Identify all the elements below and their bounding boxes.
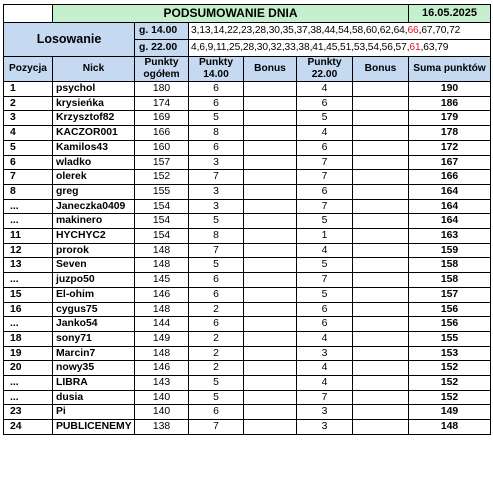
header-suma: Suma punktów	[409, 57, 491, 82]
row-bonus-2	[353, 361, 409, 376]
row-points-14: 3	[189, 199, 244, 214]
row-points-14: 2	[189, 302, 244, 317]
row-nick: sony71	[53, 331, 135, 346]
row-position: ...	[4, 199, 53, 214]
header-nick: Nick	[53, 57, 135, 82]
row-bonus-1	[244, 420, 297, 435]
draw-number: 35	[282, 25, 294, 37]
row-total-points: 145	[135, 273, 189, 288]
row-nick: wladko	[53, 155, 135, 170]
table-row	[4, 199, 491, 214]
row-position: 24	[4, 420, 53, 435]
row-bonus-2	[353, 140, 409, 155]
row-bonus-1	[244, 170, 297, 185]
summary-date: 16.05.2025	[409, 5, 491, 23]
row-position: ...	[4, 214, 53, 229]
row-points-14: 6	[189, 317, 244, 332]
row-position: 1	[4, 82, 53, 97]
row-points-14: 7	[189, 243, 244, 258]
row-bonus-2	[353, 96, 409, 111]
row-nick: cygus75	[53, 302, 135, 317]
draw-number: 9	[207, 42, 214, 54]
row-bonus-2	[353, 258, 409, 273]
row-position: 6	[4, 155, 53, 170]
draw-number: 11	[215, 42, 227, 54]
row-points-22: 6	[297, 96, 353, 111]
draw-number: 51	[340, 42, 352, 54]
row-sum: 156	[409, 317, 491, 332]
row-points-22: 3	[297, 420, 353, 435]
row-sum: 149	[409, 405, 491, 420]
row-sum: 152	[409, 361, 491, 376]
row-sum: 163	[409, 229, 491, 244]
row-bonus-1	[244, 140, 297, 155]
row-position: 11	[4, 229, 53, 244]
row-position: 20	[4, 361, 53, 376]
draw-number: 30	[256, 42, 268, 54]
row-points-14: 6	[189, 96, 244, 111]
table-row	[4, 155, 491, 170]
row-nick: Marcin7	[53, 346, 135, 361]
row-points-14: 3	[189, 155, 244, 170]
row-sum: 178	[409, 126, 491, 141]
row-bonus-1	[244, 243, 297, 258]
draw-number: 33	[284, 42, 296, 54]
row-points-14: 5	[189, 376, 244, 391]
table-row	[4, 140, 491, 155]
row-position: ...	[4, 390, 53, 405]
row-points-14: 7	[189, 420, 244, 435]
row-total-points: 174	[135, 96, 189, 111]
row-position: 4	[4, 126, 53, 141]
row-bonus-2	[353, 214, 409, 229]
row-points-14: 3	[189, 184, 244, 199]
ranking-body	[4, 82, 491, 435]
draw-number: 41	[312, 42, 324, 54]
row-sum: 164	[409, 199, 491, 214]
row-nick: El-ohim	[53, 287, 135, 302]
row-bonus-2	[353, 199, 409, 214]
row-sum: 152	[409, 390, 491, 405]
draw-number: 37	[296, 25, 308, 37]
draw-number: 70	[435, 25, 447, 37]
row-bonus-2	[353, 331, 409, 346]
row-bonus-1	[244, 317, 297, 332]
draw-numbers-14: 3,13,14,22,23,28,30,35,37,38,44,54,58,60,62,64,66,67,70,72	[189, 23, 491, 40]
row-bonus-1	[244, 111, 297, 126]
row-bonus-1	[244, 376, 297, 391]
draw-number: 79	[437, 42, 449, 54]
table-row	[4, 405, 491, 420]
row-sum: 158	[409, 258, 491, 273]
row-bonus-1	[244, 199, 297, 214]
row-points-14: 6	[189, 405, 244, 420]
row-position: 12	[4, 243, 53, 258]
row-bonus-1	[244, 390, 297, 405]
row-total-points: 148	[135, 258, 189, 273]
row-points-22: 7	[297, 170, 353, 185]
row-total-points: 148	[135, 346, 189, 361]
draw-number: 13	[199, 25, 211, 37]
row-bonus-2	[353, 390, 409, 405]
row-bonus-2	[353, 317, 409, 332]
row-sum: 152	[409, 376, 491, 391]
row-points-14: 5	[189, 390, 244, 405]
row-sum: 172	[409, 140, 491, 155]
row-points-14: 6	[189, 140, 244, 155]
row-position: 3	[4, 111, 53, 126]
table-row	[4, 229, 491, 244]
row-points-22: 6	[297, 140, 353, 155]
row-nick: Pi	[53, 405, 135, 420]
row-points-22: 7	[297, 155, 353, 170]
row-sum: 164	[409, 184, 491, 199]
row-bonus-1	[244, 229, 297, 244]
draw-number: 38	[298, 42, 310, 54]
draw-number: 28	[254, 25, 266, 37]
row-sum: 148	[409, 420, 491, 435]
row-points-22: 5	[297, 111, 353, 126]
row-total-points: 160	[135, 140, 189, 155]
draw-number: 72	[449, 25, 461, 37]
row-nick: Seven	[53, 258, 135, 273]
row-points-22: 7	[297, 390, 353, 405]
draw-number: 44	[324, 25, 336, 37]
row-nick: nowy35	[53, 361, 135, 376]
row-points-22: 5	[297, 258, 353, 273]
row-points-22: 5	[297, 214, 353, 229]
row-bonus-2	[353, 273, 409, 288]
draw-number: 22	[227, 25, 239, 37]
table-row	[4, 96, 491, 111]
table-row	[4, 273, 491, 288]
table-header	[4, 57, 491, 82]
row-points-14: 5	[189, 258, 244, 273]
row-position: ...	[4, 273, 53, 288]
row-total-points: 148	[135, 243, 189, 258]
table-row	[4, 170, 491, 185]
row-nick: Janko54	[53, 317, 135, 332]
row-total-points: 154	[135, 214, 189, 229]
row-bonus-1	[244, 96, 297, 111]
draw-number: 60	[365, 25, 377, 37]
row-position: 2	[4, 96, 53, 111]
row-points-14: 8	[189, 126, 244, 141]
row-points-14: 5	[189, 214, 244, 229]
table-row	[4, 243, 491, 258]
row-total-points: 155	[135, 184, 189, 199]
draw-number: 25	[229, 42, 241, 54]
draw-number: 14	[213, 25, 225, 37]
header-pozycja: Pozycja	[4, 57, 53, 82]
row-nick: krysieńka	[53, 96, 135, 111]
row-total-points: 154	[135, 199, 189, 214]
row-points-22: 7	[297, 199, 353, 214]
row-total-points: 140	[135, 405, 189, 420]
table-row	[4, 258, 491, 273]
draw-number: 62	[379, 25, 391, 37]
row-sum: 179	[409, 111, 491, 126]
daily-summary-table	[3, 4, 491, 435]
row-bonus-2	[353, 155, 409, 170]
row-total-points: 152	[135, 170, 189, 185]
row-total-points: 169	[135, 111, 189, 126]
row-position: 16	[4, 302, 53, 317]
row-sum: 186	[409, 96, 491, 111]
row-bonus-2	[353, 243, 409, 258]
row-bonus-1	[244, 361, 297, 376]
table-row	[4, 361, 491, 376]
draw-number: 61	[409, 42, 421, 54]
row-position: 5	[4, 140, 53, 155]
row-nick: juzpo50	[53, 273, 135, 288]
row-bonus-1	[244, 331, 297, 346]
draw-number: 45	[326, 42, 338, 54]
row-points-14: 6	[189, 273, 244, 288]
header-bonus-1: Bonus	[244, 57, 297, 82]
draw-number: 57	[395, 42, 407, 54]
row-points-22: 6	[297, 302, 353, 317]
row-points-14: 7	[189, 170, 244, 185]
row-nick: Krzysztof82	[53, 111, 135, 126]
row-bonus-1	[244, 258, 297, 273]
row-bonus-2	[353, 229, 409, 244]
table-row	[4, 82, 491, 97]
row-position: 8	[4, 184, 53, 199]
draw-number: 63	[423, 42, 435, 54]
draw-number: 30	[268, 25, 280, 37]
row-bonus-1	[244, 273, 297, 288]
table-row	[4, 317, 491, 332]
row-total-points: 140	[135, 390, 189, 405]
draw-time-14: g. 14.00	[135, 23, 189, 40]
header-bonus-2: Bonus	[353, 57, 409, 82]
row-position: 15	[4, 287, 53, 302]
table-row	[4, 126, 491, 141]
row-sum: 190	[409, 82, 491, 97]
row-bonus-1	[244, 82, 297, 97]
row-bonus-2	[353, 111, 409, 126]
table-row	[4, 346, 491, 361]
draw-numbers-22: 4,6,9,11,25,28,30,32,33,38,41,45,51,53,54,56,57,61,63,79	[189, 40, 491, 57]
draw-time-22: g. 22.00	[135, 40, 189, 57]
row-bonus-2	[353, 346, 409, 361]
row-total-points: 166	[135, 126, 189, 141]
row-bonus-1	[244, 126, 297, 141]
row-points-14: 6	[189, 287, 244, 302]
row-nick: greg	[53, 184, 135, 199]
row-bonus-1	[244, 184, 297, 199]
row-nick: Janeczka0409	[53, 199, 135, 214]
losowanie-label: Losowanie	[4, 23, 135, 57]
row-points-22: 4	[297, 243, 353, 258]
row-points-22: 4	[297, 82, 353, 97]
row-position: 13	[4, 258, 53, 273]
row-points-22: 1	[297, 229, 353, 244]
row-nick: psychol	[53, 82, 135, 97]
row-nick: PUBLICENEMY	[53, 420, 135, 435]
row-total-points: 148	[135, 302, 189, 317]
row-nick: prorok	[53, 243, 135, 258]
draw-number: 56	[381, 42, 393, 54]
row-sum: 156	[409, 302, 491, 317]
row-bonus-1	[244, 405, 297, 420]
row-sum: 166	[409, 170, 491, 185]
draw-number: 38	[310, 25, 322, 37]
draw-number: 58	[351, 25, 364, 37]
row-bonus-1	[244, 346, 297, 361]
row-bonus-1	[244, 287, 297, 302]
row-bonus-2	[353, 302, 409, 317]
row-points-14: 2	[189, 361, 244, 376]
row-sum: 155	[409, 331, 491, 346]
page-title: PODSUMOWANIE DNIA	[53, 5, 409, 23]
row-nick: dusia	[53, 390, 135, 405]
row-position: 19	[4, 346, 53, 361]
draw-number: 4	[191, 42, 197, 54]
table-row	[4, 214, 491, 229]
row-position: ...	[4, 376, 53, 391]
header-punkty-ogolem: Punkty ogółem	[135, 57, 189, 82]
table-row	[4, 287, 491, 302]
row-points-14: 6	[189, 82, 244, 97]
row-position: 7	[4, 170, 53, 185]
row-bonus-2	[353, 287, 409, 302]
draw-number: 54	[338, 25, 350, 37]
header-punkty-22: Punkty 22.00	[297, 57, 353, 82]
row-points-22: 6	[297, 184, 353, 199]
row-nick: olerek	[53, 170, 135, 185]
empty-corner	[4, 5, 53, 23]
row-nick: HYCHYC2	[53, 229, 135, 244]
row-points-22: 4	[297, 331, 353, 346]
row-total-points: 146	[135, 287, 189, 302]
row-total-points: 138	[135, 420, 189, 435]
row-points-22: 3	[297, 346, 353, 361]
row-points-22: 4	[297, 126, 353, 141]
row-points-22: 7	[297, 273, 353, 288]
row-nick: makinero	[53, 214, 135, 229]
row-bonus-2	[353, 126, 409, 141]
header-punkty-14: Punkty 14.00	[189, 57, 244, 82]
row-position: 18	[4, 331, 53, 346]
table-row	[4, 302, 491, 317]
row-sum: 157	[409, 287, 491, 302]
table-row	[4, 331, 491, 346]
row-nick: Kamilos43	[53, 140, 135, 155]
row-points-14: 5	[189, 111, 244, 126]
draw-number: 6	[199, 42, 205, 54]
row-bonus-2	[353, 170, 409, 185]
row-bonus-2	[353, 82, 409, 97]
draw-number: 28	[242, 42, 255, 54]
row-points-22: 4	[297, 376, 353, 391]
draw-number: 64	[393, 25, 405, 37]
row-bonus-1	[244, 155, 297, 170]
row-total-points: 146	[135, 361, 189, 376]
draw-number: 67	[421, 25, 433, 37]
row-points-22: 3	[297, 405, 353, 420]
row-bonus-1	[244, 214, 297, 229]
row-sum: 153	[409, 346, 491, 361]
draw-number: 32	[270, 42, 282, 54]
row-bonus-2	[353, 420, 409, 435]
row-position: 23	[4, 405, 53, 420]
table-row	[4, 184, 491, 199]
row-total-points: 143	[135, 376, 189, 391]
row-bonus-2	[353, 405, 409, 420]
row-total-points: 149	[135, 331, 189, 346]
row-total-points: 157	[135, 155, 189, 170]
row-points-22: 5	[297, 287, 353, 302]
row-sum: 159	[409, 243, 491, 258]
row-nick: KACZOR001	[53, 126, 135, 141]
row-position: ...	[4, 317, 53, 332]
row-total-points: 144	[135, 317, 189, 332]
row-bonus-2	[353, 376, 409, 391]
table-row	[4, 420, 491, 435]
draw-number: 53	[353, 42, 366, 54]
row-sum: 158	[409, 273, 491, 288]
row-nick: LIBRA	[53, 376, 135, 391]
row-total-points: 154	[135, 229, 189, 244]
table-row	[4, 376, 491, 391]
table-row	[4, 111, 491, 126]
row-bonus-1	[244, 302, 297, 317]
row-bonus-2	[353, 184, 409, 199]
row-total-points: 180	[135, 82, 189, 97]
table-row	[4, 390, 491, 405]
row-points-22: 4	[297, 361, 353, 376]
draw-number: 54	[367, 42, 379, 54]
row-points-14: 8	[189, 229, 244, 244]
draw-number: 66	[407, 25, 419, 37]
row-points-14: 2	[189, 346, 244, 361]
draw-number: 3	[191, 25, 197, 37]
row-sum: 164	[409, 214, 491, 229]
row-points-14: 2	[189, 331, 244, 346]
row-sum: 167	[409, 155, 491, 170]
draw-number: 23	[240, 25, 253, 37]
row-points-22: 6	[297, 317, 353, 332]
